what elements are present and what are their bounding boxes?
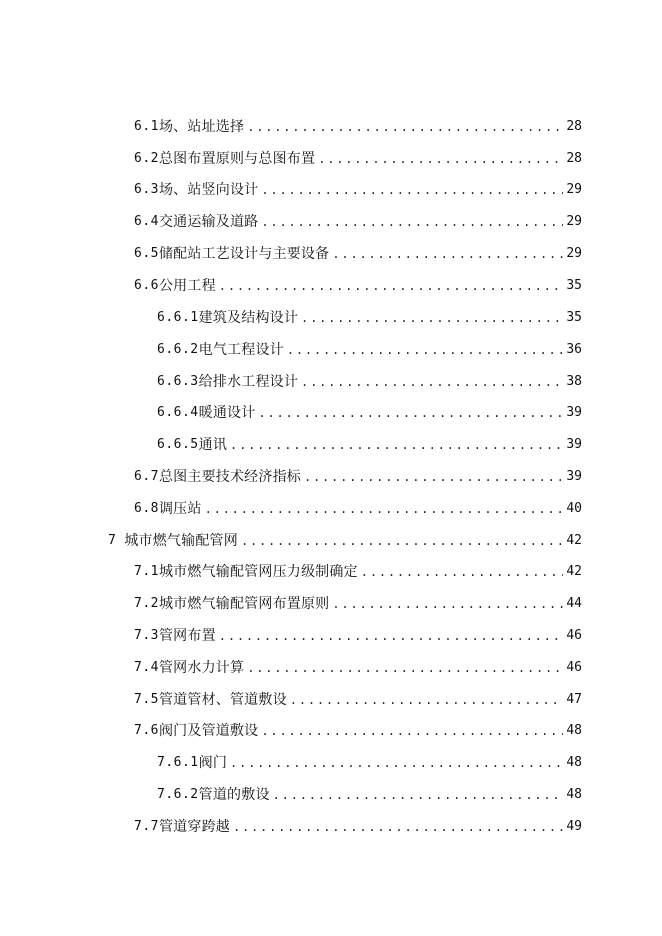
toc-number: 6.6.1 (157, 310, 199, 325)
toc-page-number: 29 (566, 182, 582, 197)
toc-title: 储配站工艺设计与主要设备 (158, 246, 330, 262)
toc-page-number: 42 (566, 533, 582, 548)
toc-entry[interactable] (134, 817, 582, 837)
toc-number: 7.6 (134, 723, 159, 738)
toc-page-number: 28 (566, 119, 582, 134)
toc-entry[interactable] (157, 308, 582, 328)
toc-page-number: 29 (566, 246, 582, 261)
toc-title: 城市燃气输配管网布置原则 (158, 596, 330, 612)
toc-dot-leader (205, 499, 564, 519)
toc-entry[interactable] (134, 658, 582, 678)
toc-number: 6.6.2 (157, 342, 199, 357)
toc-title: 公用工程 (158, 278, 216, 294)
toc-entry[interactable] (134, 626, 582, 646)
toc-number: 6.6 (134, 278, 159, 293)
toc-title: 城市燃气输配管网压力级制确定 (158, 564, 358, 580)
toc-entry[interactable] (134, 180, 582, 200)
toc-entry[interactable] (134, 244, 582, 264)
toc-page-number: 47 (566, 692, 582, 707)
toc-title: 场、站址选择 (158, 119, 245, 135)
toc-number: 6.2 (134, 151, 159, 166)
toc-number: 7.2 (134, 596, 159, 611)
toc-entry[interactable] (134, 212, 582, 232)
toc-title: 阀门 (198, 755, 228, 771)
toc-title: 调压站 (158, 501, 202, 517)
toc-number: 7 (108, 533, 117, 548)
toc-dot-leader (332, 594, 563, 614)
toc-title: 管道管材、管道敷设 (158, 692, 287, 708)
toc-dot-leader (304, 467, 563, 487)
toc-entry[interactable] (134, 276, 582, 296)
toc-title: 总图主要技术经济指标 (158, 469, 301, 485)
toc-dot-leader (301, 372, 563, 392)
toc-page-number: 48 (566, 787, 582, 802)
toc-entry[interactable] (157, 435, 582, 455)
toc-page-number: 36 (566, 342, 582, 357)
toc-number: 7.6.1 (157, 755, 199, 770)
toc-dot-leader (230, 435, 563, 455)
toc-dot-leader (247, 658, 563, 678)
toc-number: 6.4 (134, 214, 159, 229)
toc-number: 7.1 (134, 564, 159, 579)
toc-title: 建筑及结构设计 (198, 310, 299, 326)
toc-entry[interactable] (134, 562, 582, 582)
toc-page-number: 42 (566, 564, 582, 579)
toc-title: 阀门及管道敷设 (158, 723, 259, 739)
toc-entry[interactable] (134, 594, 582, 614)
toc-number: 7.4 (134, 660, 159, 675)
toc-dot-leader (301, 308, 563, 328)
toc-page-number: 46 (566, 660, 582, 675)
toc-page-number: 44 (566, 596, 582, 611)
toc-page-number: 29 (566, 214, 582, 229)
toc-dot-leader (258, 403, 563, 423)
toc-dot-leader (233, 817, 563, 837)
toc-entry[interactable] (134, 499, 582, 519)
toc-title: 通讯 (198, 437, 228, 453)
toc-page-number: 38 (566, 374, 582, 389)
toc-page-number: 28 (566, 151, 582, 166)
toc-page-number: 35 (566, 278, 582, 293)
toc-dot-leader (219, 276, 564, 296)
toc-entry[interactable] (134, 690, 582, 710)
toc-number: 7.6.2 (157, 787, 199, 802)
toc-title: 场、站竖向设计 (158, 182, 259, 198)
toc-entry[interactable] (134, 467, 582, 487)
toc-entry[interactable] (157, 403, 582, 423)
toc-number: 6.6.4 (157, 405, 199, 420)
toc-dot-leader (261, 721, 563, 741)
toc-title: 总图布置原则与总图布置 (158, 151, 316, 167)
toc-dot-leader (261, 212, 563, 232)
toc-number: 6.1 (134, 119, 159, 134)
toc-number: 7.3 (134, 628, 159, 643)
toc-title: 交通运输及道路 (158, 214, 259, 230)
toc-dot-leader (287, 340, 564, 360)
toc-entry[interactable] (157, 372, 582, 392)
toc-entry[interactable] (134, 721, 582, 741)
toc-number: 6.3 (134, 182, 159, 197)
toc-page-number: 40 (566, 501, 582, 516)
toc-title: 管道的敷设 (198, 787, 270, 803)
toc-dot-leader (241, 531, 563, 551)
toc-number: 6.5 (134, 246, 159, 261)
toc-title: 管网水力计算 (158, 660, 245, 676)
toc-page-number: 49 (566, 819, 582, 834)
toc-number: 6.8 (134, 501, 159, 516)
toc-number: 6.6.5 (157, 437, 199, 452)
toc-entry[interactable] (134, 149, 582, 169)
toc-page-number: 39 (566, 469, 582, 484)
toc-dot-leader (332, 244, 563, 264)
toc-number: 7.5 (134, 692, 159, 707)
toc-dot-leader (219, 626, 564, 646)
toc-title: 电气工程设计 (198, 342, 284, 358)
toc-dot-leader (261, 180, 563, 200)
toc-entry[interactable] (157, 785, 582, 805)
toc-page-number: 39 (566, 405, 582, 420)
toc-title: 给排水工程设计 (198, 374, 299, 390)
toc-dot-leader (361, 562, 564, 582)
toc-number: 6.6.3 (157, 374, 199, 389)
toc-title: 暖通设计 (198, 405, 256, 421)
toc-title: 管道穿跨越 (158, 819, 230, 835)
toc-page-number: 48 (566, 723, 582, 738)
toc-page-number: 39 (566, 437, 582, 452)
toc-number: 6.7 (134, 469, 159, 484)
toc-title: 管网布置 (158, 628, 216, 644)
toc-entry[interactable] (157, 340, 582, 360)
toc-dot-leader (273, 785, 564, 805)
toc-dot-leader (247, 117, 563, 137)
toc-dot-leader (230, 753, 563, 773)
toc-entry[interactable] (108, 531, 582, 551)
toc-dot-leader (318, 149, 563, 169)
toc-dot-leader (290, 690, 564, 710)
toc-entry[interactable] (157, 753, 582, 773)
toc-entry[interactable] (134, 117, 582, 137)
toc-page-number: 48 (566, 755, 582, 770)
toc-page-number: 35 (566, 310, 582, 325)
toc-title: 城市燃气输配管网 (124, 533, 238, 549)
toc-number: 7.7 (134, 819, 159, 834)
toc-page-number: 46 (566, 628, 582, 643)
